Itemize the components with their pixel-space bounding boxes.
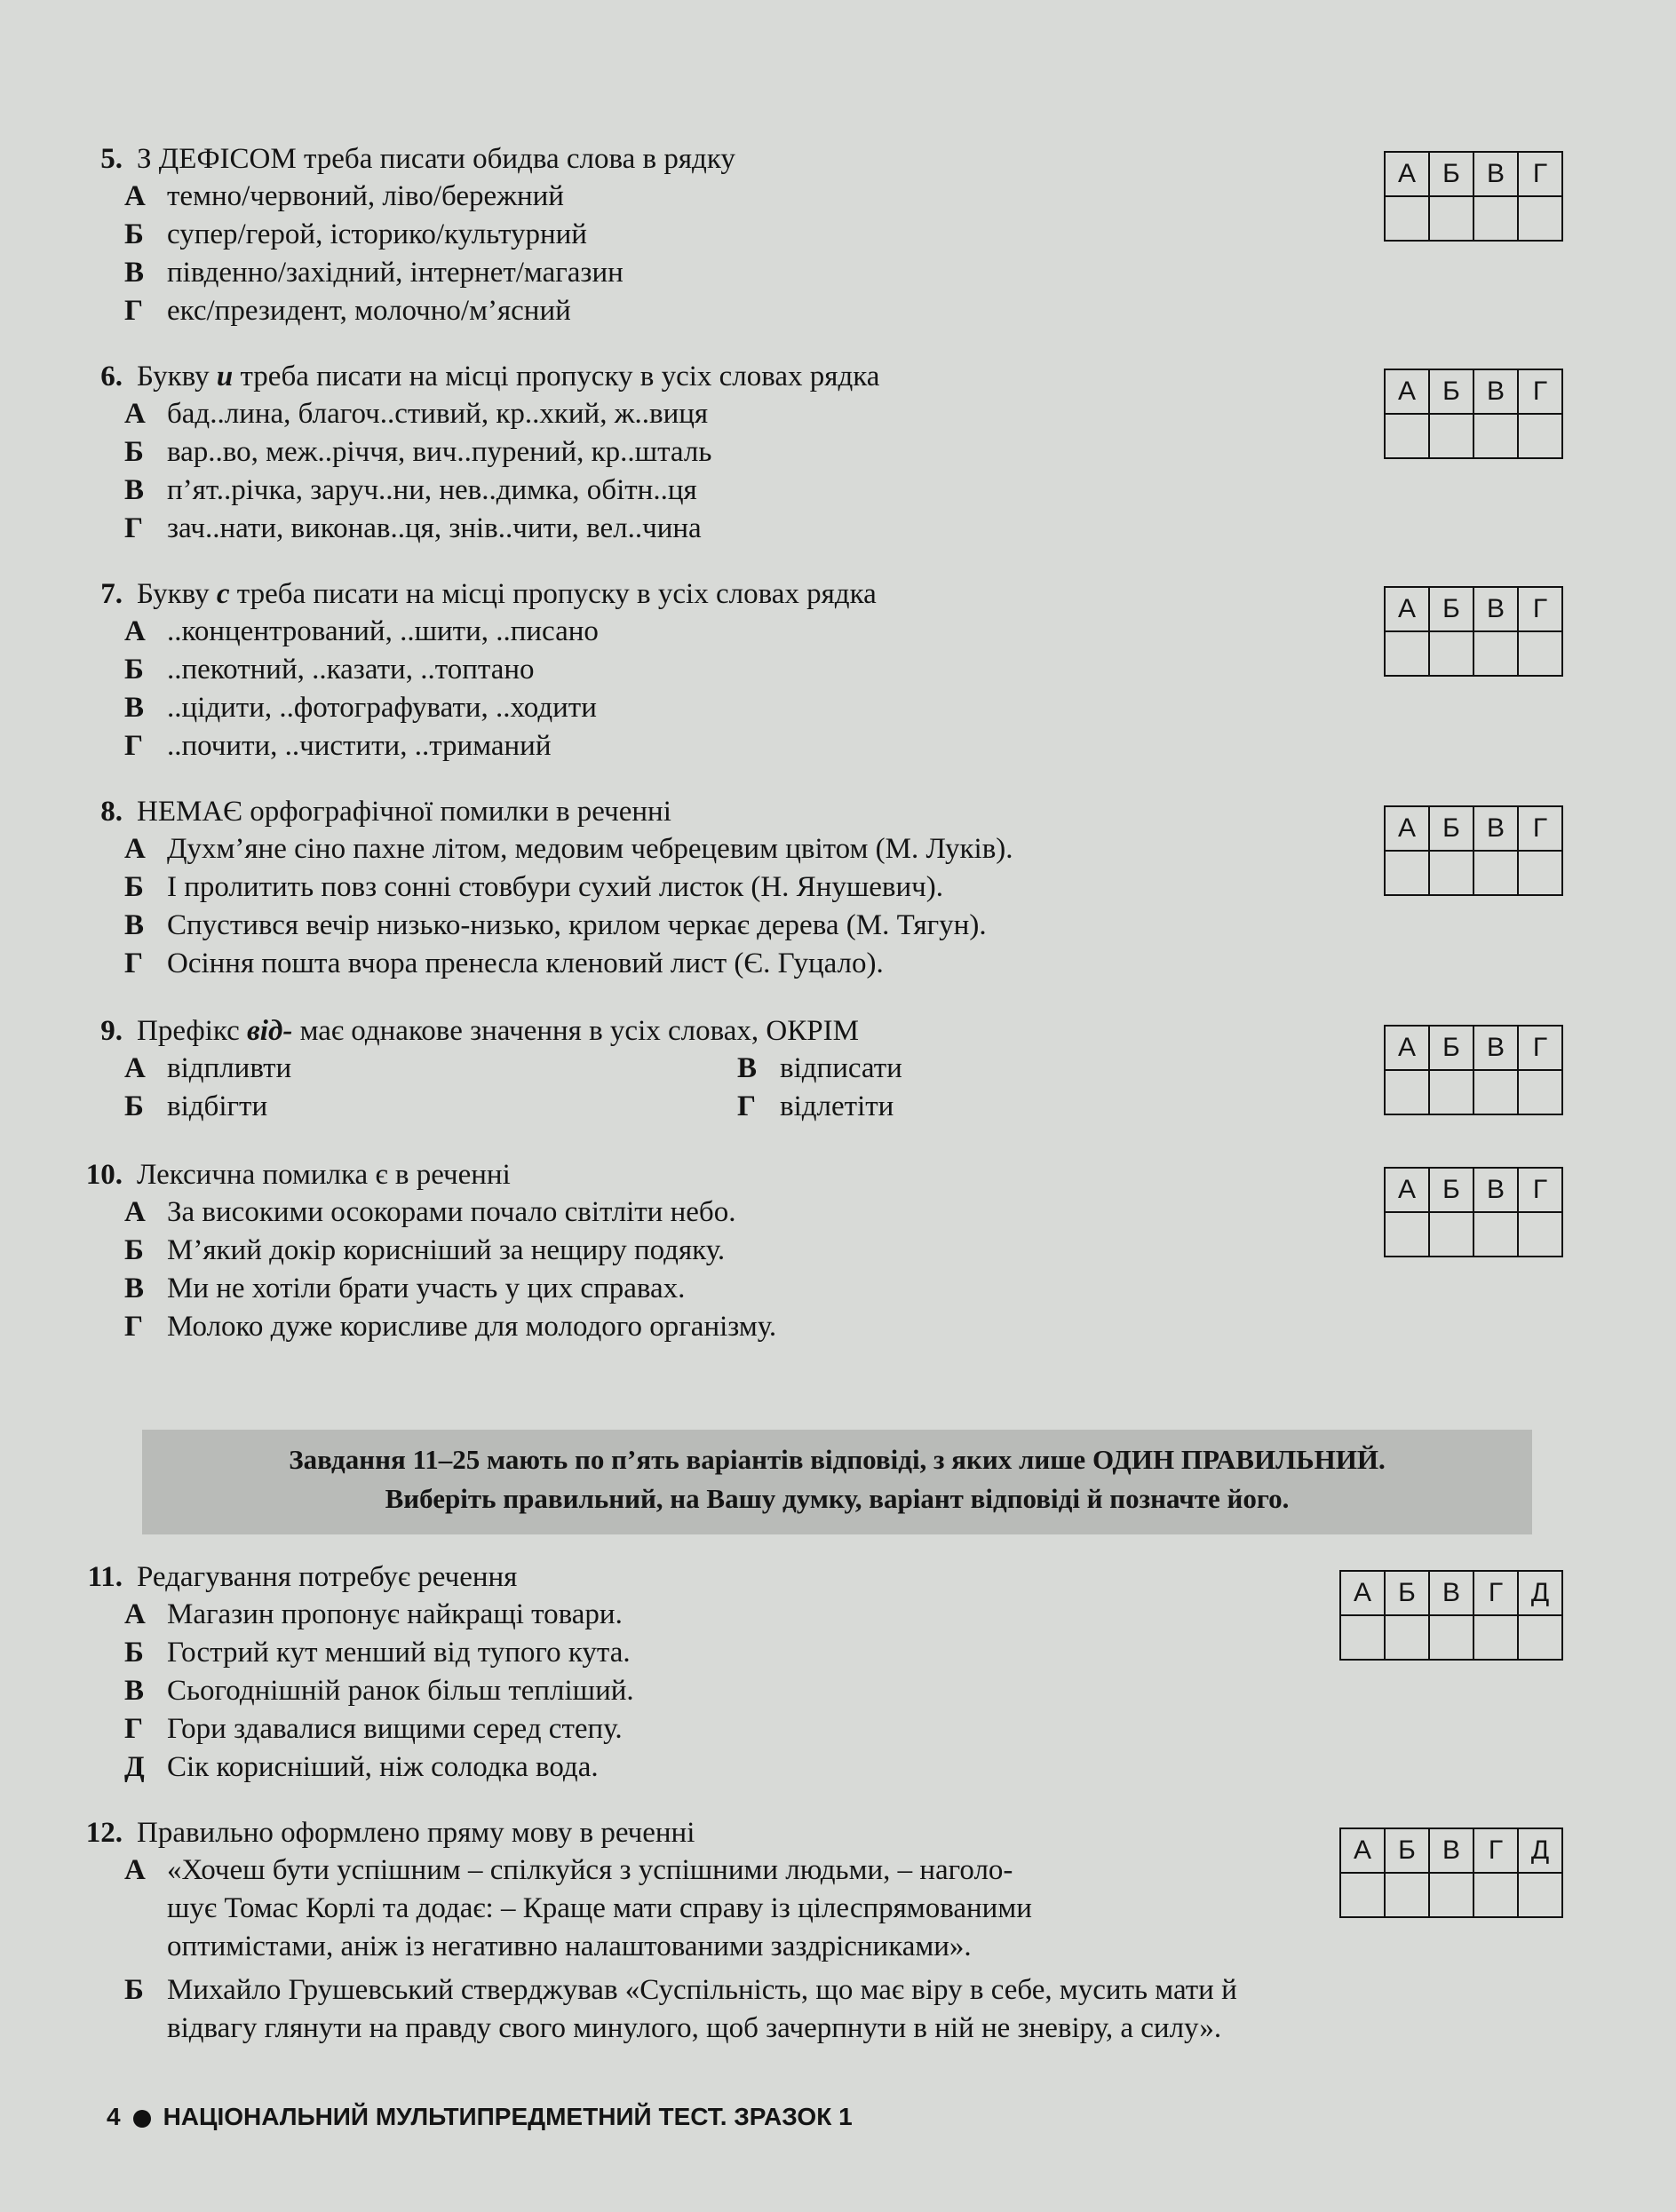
question-number: 10. — [85, 1159, 123, 1191]
answer-letter: В — [1473, 587, 1518, 631]
option-letter: В — [124, 909, 145, 941]
option-letter: В — [124, 474, 145, 506]
option-letter: Г — [124, 730, 143, 762]
question-prompt: Префікс — [137, 1015, 248, 1047]
bullet-icon — [133, 2110, 151, 2128]
page-footer — [107, 2103, 853, 2131]
question-5 — [100, 140, 1599, 330]
answer-letter: Б — [1429, 152, 1473, 196]
question-prompt: Редагування потребує речення — [137, 1561, 518, 1593]
answer-letter: В — [1473, 806, 1518, 851]
option-letter: В — [124, 257, 145, 289]
page-number: 4 — [107, 2103, 121, 2130]
option-letter: Д — [124, 1751, 145, 1783]
question-number: 7. — [100, 578, 123, 610]
answer-cell[interactable] — [1518, 1070, 1562, 1114]
answer-letter: В — [1473, 369, 1518, 414]
option-text: «Хочеш бути успішним – спілкуйся з успішними людьми, – наголо- — [167, 1854, 1013, 1886]
answer-cell[interactable] — [1340, 1873, 1385, 1917]
option-letter: Г — [124, 1713, 143, 1745]
option-letter: Б — [124, 1234, 144, 1266]
option-text: За високими осокорами почало світліти небо. — [167, 1196, 736, 1228]
option-letter: В — [124, 1675, 145, 1707]
question-number: 6. — [100, 361, 123, 392]
option-letter: А — [124, 615, 146, 647]
option-text: відлетіти — [780, 1090, 894, 1122]
option-letter: Б — [124, 871, 144, 903]
answer-letter: А — [1340, 1571, 1385, 1615]
answer-cell[interactable] — [1518, 1212, 1562, 1257]
answer-letter: Д — [1518, 1828, 1562, 1873]
answer-grid-q12 — [1339, 1827, 1563, 1918]
answer-cell[interactable] — [1340, 1615, 1385, 1660]
option-letter: А — [124, 180, 146, 212]
answer-cell[interactable] — [1429, 1615, 1473, 1660]
option-text: п’ят..річка, заруч..ни, нев..димка, обітн..ця — [167, 474, 697, 506]
option-letter: Г — [124, 947, 143, 979]
question-number: 11. — [87, 1561, 123, 1593]
answer-letter: А — [1340, 1828, 1385, 1873]
option-text: зач..нати, виконав..ця, знів..чити, вел..чина — [167, 512, 702, 544]
question-prompt: Букву — [137, 361, 217, 392]
answer-cell[interactable] — [1518, 1615, 1562, 1660]
option-letter: Г — [124, 1311, 143, 1343]
question-prompt: Правильно оформлено пряму мову в реченні — [137, 1817, 695, 1849]
question-prompt: Букву — [137, 578, 217, 610]
answer-cell[interactable] — [1473, 1873, 1518, 1917]
option-text: Осіння пошта вчора пренесла кленовий лист (Є. Гуцало). — [167, 947, 884, 979]
option-letter: Г — [124, 295, 143, 327]
option-text: Магазин пропонує найкращі товари. — [167, 1598, 623, 1630]
question-prompt-emphasis: від- — [247, 1015, 293, 1047]
option-text: південно/західний, інтернет/магазин — [167, 257, 624, 289]
question-prompt: треба писати на місці пропуску в усіх словах рядка — [229, 578, 877, 610]
question-prompt-emphasis: и — [216, 361, 234, 392]
option-text: ..концентрований, ..шити, ..писано — [167, 615, 599, 647]
answer-letter: А — [1385, 1168, 1429, 1212]
answer-grid-q11 — [1339, 1570, 1563, 1661]
answer-letter: А — [1385, 1026, 1429, 1070]
answer-cell[interactable] — [1473, 631, 1518, 676]
option-letter: А — [124, 398, 146, 430]
answer-letter: Г — [1518, 1168, 1562, 1212]
option-text: Михайло Грушевський стверджував «Суспільність, що має віру в себе, мусить мати й — [167, 1974, 1237, 2006]
answer-cell[interactable] — [1429, 414, 1473, 458]
answer-letter: Г — [1518, 152, 1562, 196]
answer-letter: В — [1429, 1828, 1473, 1873]
answer-cell[interactable] — [1518, 851, 1562, 895]
option-text: ..почити, ..чистити, ..триманий — [167, 730, 552, 762]
question-prompt: має однакове значення в усіх словах, ОКРІМ — [292, 1015, 859, 1047]
option-text: Гори здавалися вищими серед степу. — [167, 1713, 623, 1745]
option-text-continued: відвагу глянути на правду свого минулого, щоб зачерпнути в ній не зневіру, а силу». — [167, 2012, 1222, 2044]
question-number: 5. — [100, 143, 123, 175]
answer-cell[interactable] — [1429, 631, 1473, 676]
answer-grid-q9 — [1384, 1025, 1563, 1115]
option-letter: Б — [124, 436, 144, 468]
answer-cell[interactable] — [1473, 1212, 1518, 1257]
answer-letter: В — [1473, 152, 1518, 196]
answer-letter: Г — [1518, 1026, 1562, 1070]
question-prompt: НЕМАЄ орфографічної помилки в реченні — [137, 796, 671, 828]
option-letter: В — [737, 1052, 758, 1084]
answer-cell[interactable] — [1429, 851, 1473, 895]
answer-letter: Г — [1473, 1571, 1518, 1615]
option-text: темно/червоний, ліво/бережний — [167, 180, 564, 212]
answer-letter: Г — [1518, 369, 1562, 414]
instructions-banner — [142, 1430, 1532, 1534]
question-8 — [100, 793, 1599, 983]
option-letter: Б — [124, 218, 144, 250]
option-text: М’який докір корисніший за нещиру подяку. — [167, 1234, 726, 1266]
answer-cell[interactable] — [1518, 196, 1562, 241]
answer-letter: А — [1385, 152, 1429, 196]
answer-letter: Г — [1518, 806, 1562, 851]
question-6 — [100, 358, 1599, 548]
answer-letter: Г — [1473, 1828, 1518, 1873]
answer-cell[interactable] — [1385, 414, 1429, 458]
answer-cell[interactable] — [1518, 631, 1562, 676]
option-letter: Г — [124, 512, 143, 544]
answer-letter: В — [1473, 1026, 1518, 1070]
option-letter: Б — [124, 1090, 144, 1122]
option-text: Сьогоднішній ранок більш тепліший. — [167, 1675, 634, 1707]
answer-cell[interactable] — [1385, 196, 1429, 241]
question-7 — [100, 575, 1599, 765]
option-text: відпливти — [167, 1052, 292, 1084]
answer-letter: Б — [1429, 1026, 1473, 1070]
banner-text: . — [1378, 1444, 1386, 1475]
answer-cell[interactable] — [1385, 1212, 1429, 1257]
option-text: ..пекотний, ..казати, ..топтано — [167, 654, 535, 686]
option-text: Гострий кут менший від тупого кута. — [167, 1637, 631, 1669]
option-text-continued: оптимістами, аніж із негативно налаштованими заздрісниками». — [167, 1931, 972, 1962]
answer-letter: Б — [1429, 1168, 1473, 1212]
option-letter: А — [124, 1196, 146, 1228]
option-letter: В — [124, 1272, 145, 1304]
option-text: Молоко дуже корисливе для молодого організму. — [167, 1311, 777, 1343]
footer-title: НАЦІОНАЛЬНИЙ МУЛЬТИПРЕДМЕТНИЙ ТЕСТ. ЗРАЗОК 1 — [163, 2103, 853, 2130]
option-letter: Б — [124, 1637, 144, 1669]
answer-cell[interactable] — [1385, 1873, 1429, 1917]
option-letter: А — [124, 1052, 146, 1084]
option-text: бад..лина, благоч..стивий, кр..хкий, ж..виця — [167, 398, 709, 430]
answer-grid-q7 — [1384, 586, 1563, 677]
answer-cell[interactable] — [1385, 1070, 1429, 1114]
option-letter: Б — [124, 654, 144, 686]
option-text: ..цідити, ..фотографувати, ..ходити — [167, 692, 597, 724]
option-letter: А — [124, 833, 146, 865]
question-prompt-emphasis: с — [216, 578, 230, 610]
answer-cell[interactable] — [1429, 1212, 1473, 1257]
answer-cell[interactable] — [1385, 631, 1429, 676]
answer-grid-q8 — [1384, 805, 1563, 896]
answer-cell[interactable] — [1518, 1873, 1562, 1917]
option-letter: А — [124, 1854, 146, 1886]
answer-letter: А — [1385, 369, 1429, 414]
option-text: супер/герой, історико/культурний — [167, 218, 587, 250]
answer-cell[interactable] — [1385, 1615, 1429, 1660]
answer-cell[interactable] — [1473, 1615, 1518, 1660]
answer-cell[interactable] — [1429, 1873, 1473, 1917]
answer-grid-q6 — [1384, 369, 1563, 459]
question-prompt: треба писати на місці пропуску в усіх словах рядка — [233, 361, 880, 392]
answer-grid-q5 — [1384, 151, 1563, 242]
option-text: Спустився вечір низько-низько, крилом черкає дерева (М. Тягун). — [167, 909, 987, 941]
option-text: Ми не хотіли брати участь у цих справах. — [167, 1272, 686, 1304]
option-text: екс/президент, молочно/м’ясний — [167, 295, 571, 327]
question-prompt: Лексична помилка є в реченні — [137, 1159, 511, 1191]
option-text: вар..во, меж..річчя, вич..пурений, кр..шталь — [167, 436, 712, 468]
question-number: 8. — [100, 796, 123, 828]
answer-letter: Б — [1385, 1828, 1429, 1873]
option-text: І пролитить повз сонні стовбури сухий листок (Н. Янушевич). — [167, 871, 943, 903]
answer-letter: В — [1473, 1168, 1518, 1212]
answer-cell[interactable] — [1473, 414, 1518, 458]
option-letter: В — [124, 692, 145, 724]
banner-text: Завдання 11–25 мають по п’ять варіантів відповіді, з яких лише — [289, 1444, 1092, 1475]
question-prompt: З ДЕФІСОМ треба писати обидва слова в рядку — [137, 143, 735, 175]
answer-letter: А — [1385, 587, 1429, 631]
option-text: відбігти — [167, 1090, 268, 1122]
answer-letter: А — [1385, 806, 1429, 851]
banner-text-emphasis: ОДИН ПРАВИЛЬНИЙ — [1092, 1444, 1379, 1475]
answer-letter: Д — [1518, 1571, 1562, 1615]
question-number: 12. — [85, 1817, 123, 1849]
answer-cell[interactable] — [1518, 414, 1562, 458]
option-text: відписати — [780, 1052, 902, 1084]
question-9 — [100, 1012, 1599, 1126]
option-text: Сік корисніший, ніж солодка вода. — [167, 1751, 599, 1783]
answer-cell[interactable] — [1473, 196, 1518, 241]
question-10 — [85, 1156, 1599, 1346]
option-text: Духм’яне сіно пахне літом, медовим чебрецевим цвітом (М. Луків). — [167, 833, 1013, 865]
answer-grid-q10 — [1384, 1167, 1563, 1257]
answer-letter: Б — [1429, 587, 1473, 631]
option-letter: Б — [124, 1974, 144, 2006]
answer-cell[interactable] — [1429, 1070, 1473, 1114]
answer-letter: Б — [1429, 369, 1473, 414]
answer-letter: Г — [1518, 587, 1562, 631]
banner-text: Виберіть правильний, на Вашу думку, варіант відповіді й позначте його. — [385, 1483, 1290, 1514]
option-letter: А — [124, 1598, 146, 1630]
answer-cell[interactable] — [1473, 1070, 1518, 1114]
answer-letter: Б — [1429, 806, 1473, 851]
option-letter: Г — [737, 1090, 756, 1122]
answer-letter: В — [1429, 1571, 1473, 1615]
answer-cell[interactable] — [1473, 851, 1518, 895]
answer-cell[interactable] — [1385, 851, 1429, 895]
answer-cell[interactable] — [1429, 196, 1473, 241]
answer-letter: Б — [1385, 1571, 1429, 1615]
option-text-continued: шує Томас Корлі та додає: – Краще мати справу із цілеспрямованими — [167, 1892, 1032, 1924]
question-number: 9. — [100, 1015, 123, 1047]
